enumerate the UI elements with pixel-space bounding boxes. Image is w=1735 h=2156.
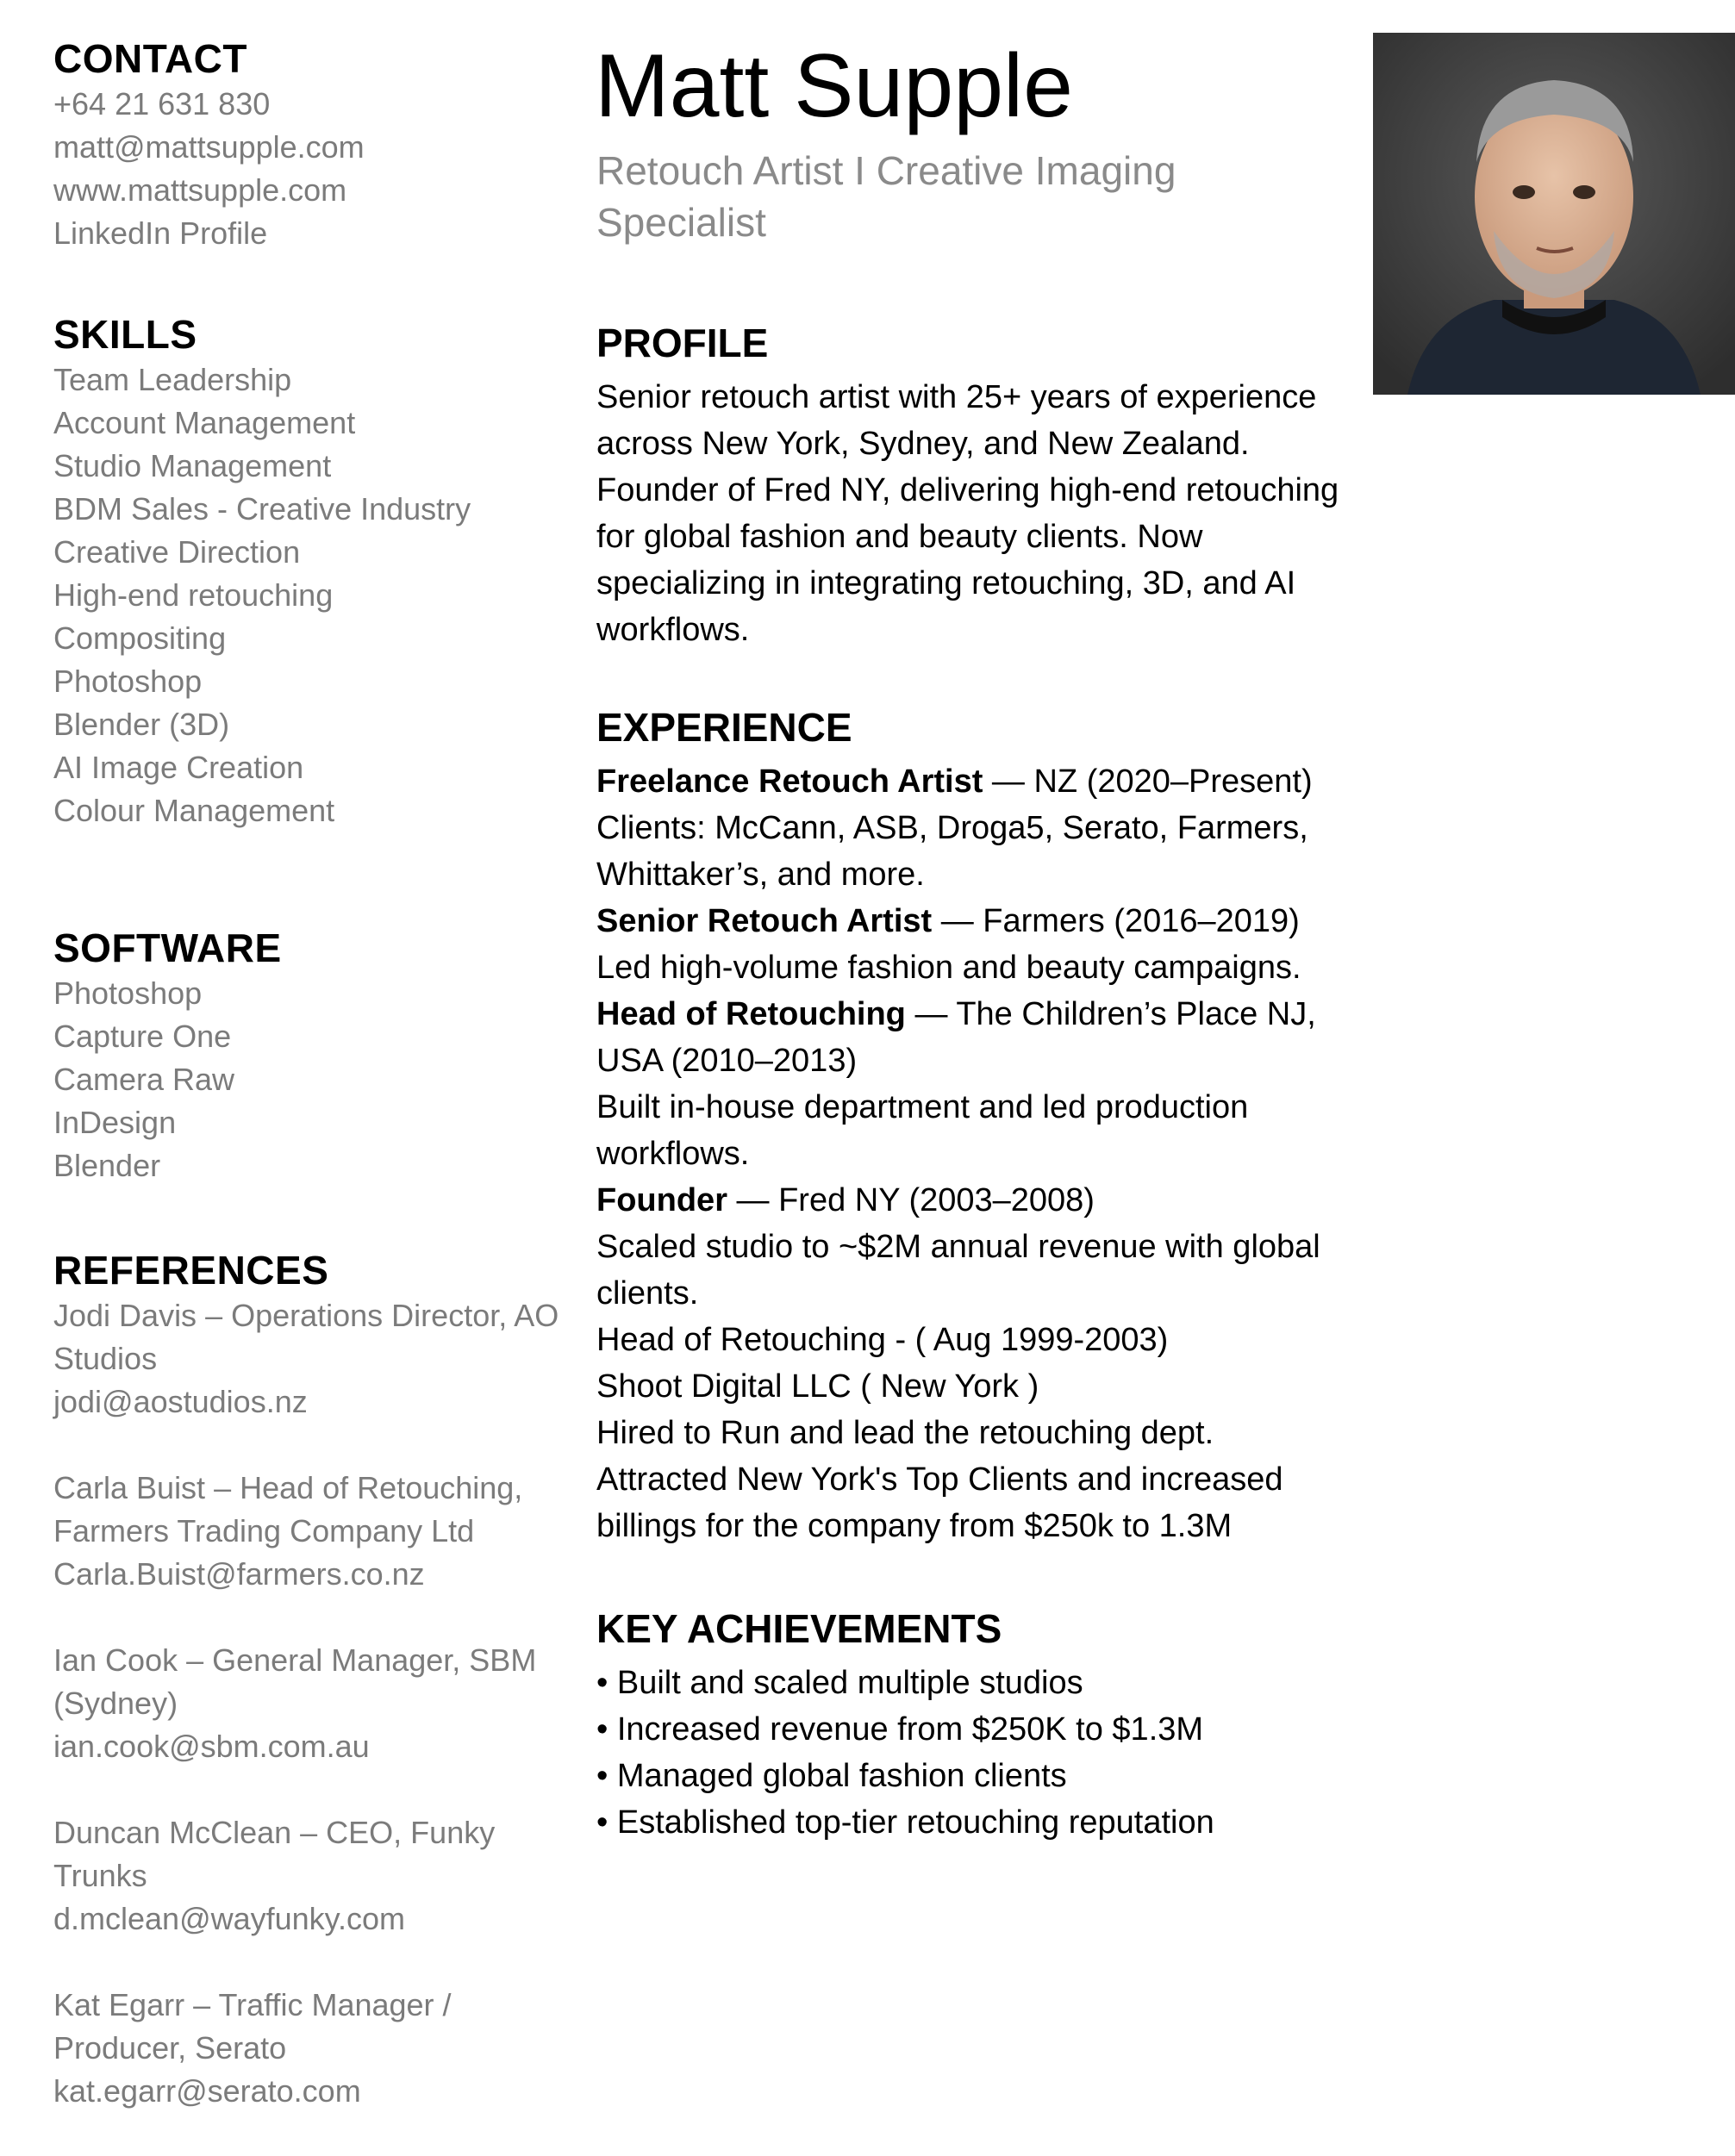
skill-item: Colour Management [53, 793, 335, 828]
skills-section [53, 310, 471, 832]
contact-linkedin-link[interactable]: LinkedIn Profile [53, 215, 268, 251]
skill-item: Studio Management [53, 448, 332, 483]
reference-email[interactable]: Carla.Buist@farmers.co.nz [53, 1556, 425, 1592]
reference-email[interactable]: kat.egarr@serato.com [53, 2073, 361, 2109]
software-item: Camera Raw [53, 1062, 235, 1097]
job-title: Head of Retouching [596, 1322, 886, 1358]
reference-email[interactable]: ian.cook@sbm.com.au [53, 1729, 370, 1764]
reference-email[interactable]: d.mclean@wayfunky.com [53, 1901, 406, 1936]
achievement-item: • Increased revenue from $250K to $1.3M [596, 1711, 1204, 1748]
reference-entry [53, 1984, 571, 2113]
profile-heading: PROFILE [596, 321, 769, 365]
skill-item: Team Leadership [53, 362, 292, 397]
profile-photo [1373, 33, 1735, 395]
software-heading: SOFTWARE [53, 925, 282, 970]
achievement-item: • Managed global fashion clients [596, 1758, 1067, 1794]
achievements-list [596, 1660, 1346, 1846]
job-meta: — Farmers (2016–2019) [932, 903, 1300, 939]
job-description: Scaled studio to ~$2M annual revenue with global clients. [596, 1229, 1320, 1312]
reference-name: Carla Buist – Head of Retouching, Farmers Trading Company Ltd [53, 1470, 523, 1548]
reference-entry [53, 1467, 571, 1596]
skill-item: Creative Direction [53, 534, 301, 570]
job-title: Freelance Retouch Artist [596, 763, 983, 800]
experience-entry [596, 1177, 1346, 1317]
job-title: Founder [596, 1182, 727, 1218]
job-description: Led high-volume fashion and beauty campaigns. [596, 950, 1301, 986]
reference-name: Duncan McClean – CEO, Funky Trunks [53, 1815, 496, 1893]
experience-entry [596, 991, 1346, 1177]
job-company: Shoot Digital LLC ( New York ) [596, 1368, 1039, 1405]
skill-item: Blender (3D) [53, 707, 230, 742]
reference-entry [53, 1639, 571, 1768]
job-meta: — The Children’s Place NJ, USA (2010–2013) [596, 996, 1316, 1079]
reference-entry [53, 1811, 571, 1941]
achievements-heading: KEY ACHIEVEMENTS [596, 1606, 1002, 1651]
reference-name: Kat Egarr – Traffic Manager / Producer, Serato [53, 1987, 452, 2066]
candidate-subtitle: Retouch Artist I Creative Imaging Specialist [596, 148, 1176, 245]
job-description: Attracted New York's Top Clients and increased billings for the company from $250k to 1.3M [596, 1461, 1283, 1544]
skill-item: Compositing [53, 620, 227, 656]
reference-entry [53, 1294, 571, 1424]
skills-heading: SKILLS [53, 312, 197, 357]
job-meta: - ( Aug 1999-2003) [885, 1322, 1169, 1358]
job-description: Hired to Run and lead the retouching dept. [596, 1415, 1214, 1451]
job-title: Head of Retouching [596, 996, 906, 1032]
reference-name: Ian Cook – General Manager, SBM (Sydney) [53, 1642, 537, 1721]
experience-entry [596, 898, 1346, 991]
profile-section [596, 319, 1346, 653]
job-meta: — NZ (2020–Present) [983, 763, 1313, 800]
experience-heading: EXPERIENCE [596, 705, 852, 750]
profile-text: Senior retouch artist with 25+ years of experience across New York, Sydney, and New Zealand. Founder of Fred NY, delivering high-end retouching for global fashion and beauty clients. Now specializing in integrating retouching, 3D, and AI workflows. [596, 379, 1339, 648]
skill-item: High-end retouching [53, 577, 334, 613]
sidebar [53, 34, 571, 2109]
experience-entry [596, 1317, 1346, 1549]
portrait-image [1373, 33, 1735, 395]
reference-name: Jodi Davis – Operations Director, AO Studios [53, 1298, 559, 1376]
job-title: Senior Retouch Artist [596, 903, 933, 939]
skill-item: BDM Sales - Creative Industry [53, 491, 471, 527]
software-item: Photoshop [53, 975, 203, 1011]
contact-section [53, 34, 571, 255]
contact-website[interactable]: www.mattsupple.com [53, 172, 347, 208]
software-item: Blender [53, 1148, 161, 1183]
skill-item: AI Image Creation [53, 750, 304, 785]
job-meta: — Fred NY (2003–2008) [727, 1182, 1095, 1218]
achievements-section [596, 1605, 1346, 1846]
software-item: Capture One [53, 1019, 232, 1054]
contact-heading: CONTACT [53, 36, 247, 81]
achievement-item: • Established top-tier retouching reputation [596, 1804, 1214, 1841]
experience-entry [596, 758, 1346, 898]
job-description: Built in-house department and led production workflows. [596, 1089, 1249, 1172]
skill-item: Photoshop [53, 664, 203, 699]
candidate-name: Matt Supple [595, 36, 1073, 136]
skill-item: Account Management [53, 405, 356, 440]
software-section [53, 924, 282, 1187]
job-description: Clients: McCann, ASB, Droga5, Serato, Farmers, Whittaker’s, and more. [596, 810, 1308, 893]
software-item: InDesign [53, 1105, 177, 1140]
reference-email[interactable]: jodi@aostudios.nz [53, 1384, 308, 1419]
contact-phone: +64 21 631 830 [53, 86, 271, 122]
references-heading: REFERENCES [53, 1248, 329, 1293]
experience-section [596, 703, 1346, 1549]
references-section [53, 1246, 571, 2156]
contact-email[interactable]: matt@mattsupple.com [53, 129, 365, 165]
achievement-item: • Built and scaled multiple studios [596, 1665, 1083, 1701]
